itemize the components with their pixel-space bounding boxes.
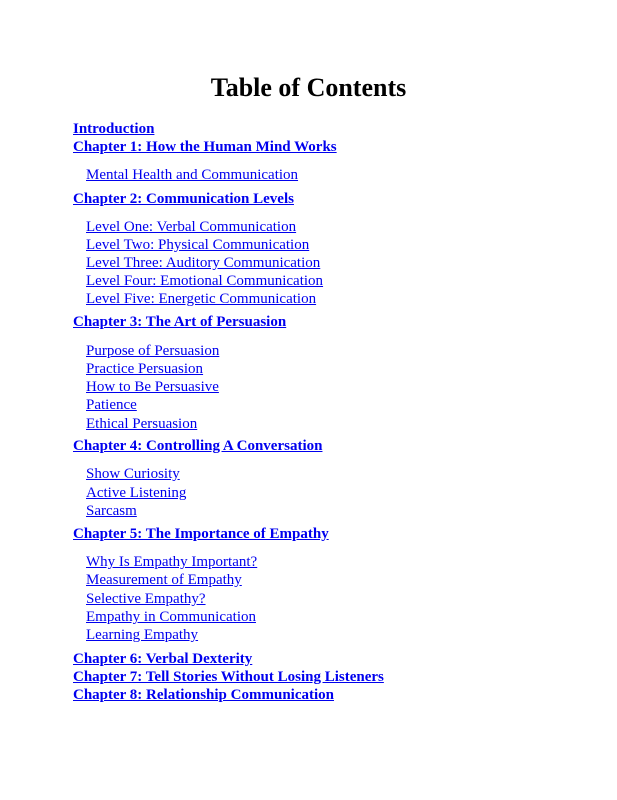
toc-link-empathy-in-communication[interactable]: Empathy in Communication <box>86 609 256 625</box>
toc-link-level-one[interactable]: Level One: Verbal Communication <box>86 219 297 235</box>
toc-link-selective-empathy[interactable]: Selective Empathy? <box>86 591 206 607</box>
toc-link-show-curiosity[interactable]: Show Curiosity <box>86 466 180 482</box>
toc-link-chapter-7[interactable]: Chapter 7: Tell Stories Without Losing Listeners <box>73 669 384 685</box>
toc-link-chapter-4[interactable]: Chapter 4: Controlling A Conversation <box>73 438 323 454</box>
toc-link-patience[interactable]: Patience <box>86 397 137 413</box>
toc-link-introduction[interactable]: Introduction <box>73 121 155 137</box>
toc-link-active-listening[interactable]: Active Listening <box>86 485 187 501</box>
toc-link-chapter-3[interactable]: Chapter 3: The Art of Persuasion <box>73 314 287 330</box>
toc-link-sarcasm[interactable]: Sarcasm <box>86 503 137 519</box>
toc-link-practice-persuasion[interactable]: Practice Persuasion <box>86 361 204 377</box>
toc-link-ethical-persuasion[interactable]: Ethical Persuasion <box>86 416 198 432</box>
toc-link-purpose-of-persuasion[interactable]: Purpose of Persuasion <box>86 343 220 359</box>
toc-link-level-four[interactable]: Level Four: Emotional Communication <box>86 273 324 289</box>
toc-link-chapter-2[interactable]: Chapter 2: Communication Levels <box>73 191 294 207</box>
toc-link-learning-empathy[interactable]: Learning Empathy <box>86 627 199 643</box>
toc-link-measurement-of-empathy[interactable]: Measurement of Empathy <box>86 572 242 588</box>
toc-link-chapter-5[interactable]: Chapter 5: The Importance of Empathy <box>73 526 329 542</box>
toc-link-how-to-be-persuasive[interactable]: How to Be Persuasive <box>86 379 219 395</box>
toc-link-level-two[interactable]: Level Two: Physical Communication <box>86 237 310 253</box>
toc-link-level-five[interactable]: Level Five: Energetic Communication <box>86 291 317 307</box>
toc-link-chapter-6[interactable]: Chapter 6: Verbal Dexterity <box>73 651 253 667</box>
toc-link-level-three[interactable]: Level Three: Auditory Communication <box>86 255 321 271</box>
toc-link-chapter-8[interactable]: Chapter 8: Relationship Communication <box>73 687 334 703</box>
toc-link-mental-health[interactable]: Mental Health and Communication <box>86 167 299 183</box>
toc-link-why-empathy-important[interactable]: Why Is Empathy Important? <box>86 554 258 570</box>
toc-link-chapter-1[interactable]: Chapter 1: How the Human Mind Works <box>73 139 337 155</box>
page-title: Table of Contents <box>210 73 407 102</box>
